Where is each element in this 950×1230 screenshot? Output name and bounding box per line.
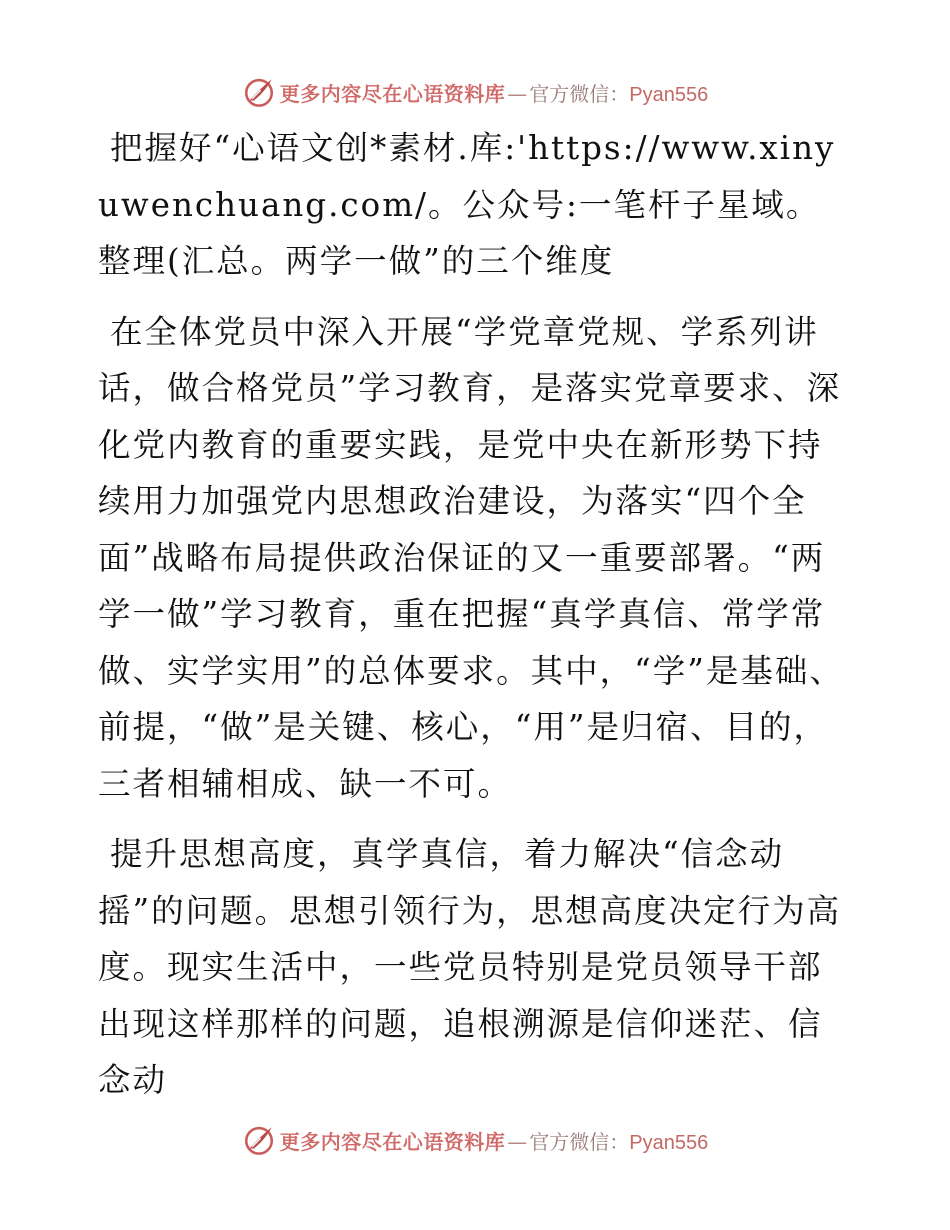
banner-wechat-label: 官方微信： (529, 1129, 630, 1154)
paragraph-thought-height: 提升思想高度，真学真信，着力解决“信念动摇”的问题。思想引领行为，思想高度决定行为高度。现实生活中，一些党员特别是党员领导干部出现这样那样的问题，追根溯源是信仰迷茫、信念动 (98, 835, 842, 1099)
quill-pen-circle-icon (242, 75, 276, 109)
quill-pen-circle-icon (242, 1123, 276, 1157)
banner-wechat-id: Pyan556 (629, 83, 709, 106)
banner-text (280, 78, 708, 107)
banner-text (280, 1126, 708, 1155)
document-body (98, 120, 853, 1123)
header-watermark-banner (0, 70, 950, 114)
footer-watermark-banner (0, 1118, 950, 1162)
banner-wechat-label: 官方微信： (529, 81, 630, 106)
paragraph-title: 把握好“心语文创*素材.库:'https://www.xinyuwenchuang.com/。公众号:一笔杆子星域。整理(汇总。两学一做”的三个维度 (98, 129, 836, 280)
banner-separator: — (507, 1129, 528, 1154)
banner-main-text: 更多内容尽在心语资料库 (279, 1129, 506, 1154)
paragraph-intro: 在全体党员中深入开展“学党章党规、学系列讲话，做合格党员”学习教育，是落实党章要求、深化党内教育的重要实践，是党中央在新形势下持续用力加强党内思想政治建设，为落实“四个全面”战略布局提供政治保证的又一重要部署。“两学一做”学习教育，重在把握“真学真信、常学常做、实学实用”的总体要求。其中，“学”是基础、前提，“做”是关键、核心，“用”是归宿、目的，三者相辅相成、缺一不可。 (98, 312, 844, 803)
banner-separator: — (507, 81, 528, 106)
banner-main-text: 更多内容尽在心语资料库 (279, 81, 506, 106)
banner-wechat-id: Pyan556 (629, 1131, 709, 1154)
